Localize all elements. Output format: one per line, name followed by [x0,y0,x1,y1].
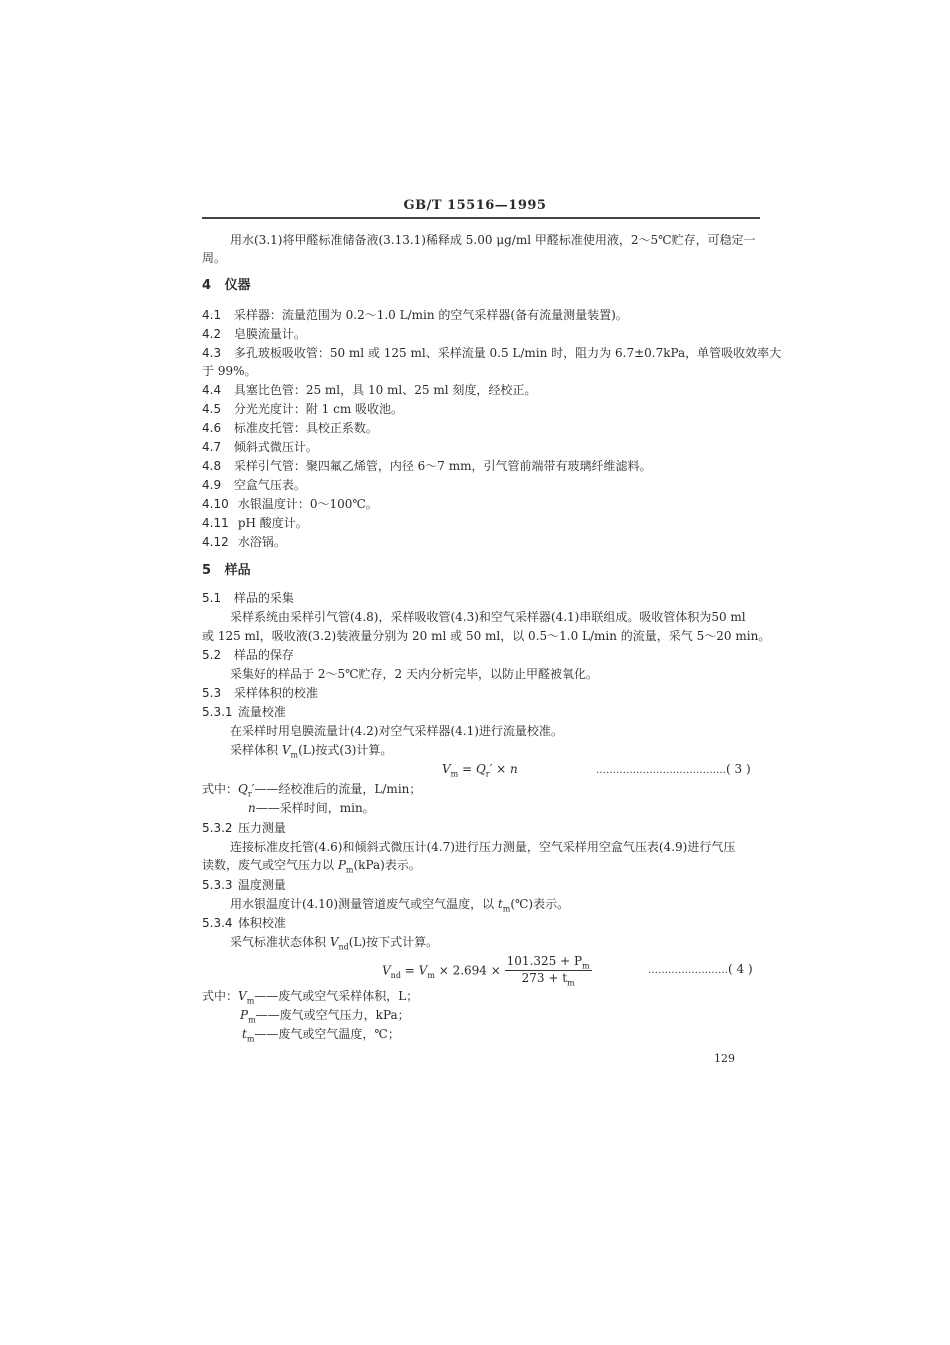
equation-number: ( 4 ) [728,962,753,976]
definition-text: ——经校准后的流量，L/min； [254,782,422,796]
list-item-continuation: 于 99%。 [202,364,257,378]
subsection-title: 流量校准 [237,705,286,719]
definition-text: ——采样时间，min。 [255,801,375,815]
standard-header: GB/T 15516—1995 [403,198,547,213]
list-item [202,420,378,436]
symbol: P [337,858,346,872]
symbol: = Q [458,762,486,776]
item-number: 4.12 [202,535,229,549]
subsection-number: 5.3.1 [202,705,233,719]
list-item [202,496,378,512]
section-5-heading [202,563,251,579]
page-number: 129 [714,1052,735,1065]
subsection-title: 采样体积的校准 [233,686,318,700]
symbol: V [238,989,247,1003]
item-number: 4.11 [202,516,229,530]
subsection-number: 5.3.3 [202,878,233,892]
coefficient: × 2.694 × [434,963,505,978]
leader-dots: ………………………………… [596,765,726,776]
definition [248,800,375,816]
paragraph: 连接标准皮托管(4.6)和倾斜式微压计(4.7)进行压力测量，空气采样用空盒气压表(4.9)进行气压 [230,840,736,854]
list-item [202,382,536,398]
item-text: 空盒气压表。 [233,478,306,492]
subsection-5-3-heading [202,685,318,701]
text: (℃)表示。 [510,897,570,911]
item-number: 4.6 [202,421,222,435]
paragraph [230,934,438,955]
subsection-title: 温度测量 [237,878,286,892]
denominator [505,971,592,987]
text: (L)按下式计算。 [348,935,439,949]
list-item [202,345,781,361]
where-label: 式中： [202,989,239,1003]
item-number: 4.4 [202,383,222,397]
prime: ′ [251,782,255,796]
subsection-title: 压力测量 [237,821,286,835]
symbol: = V [400,963,428,978]
item-text: 标准皮托管：具校正系数。 [233,421,378,435]
subsection-title: 样品的保存 [233,648,294,662]
item-text: 分光光度计：附 1 cm 吸收池。 [233,402,404,416]
subscript: m [450,769,459,779]
subscript: m [567,978,575,988]
paragraph: 在采样时用皂膜流量计(4.2)对空气采样器(4.1)进行流量校准。 [230,724,563,738]
list-item [202,458,652,474]
item-text: 倾斜式微压计。 [233,440,318,454]
subsection-number: 5.2 [202,648,222,662]
text: 用水银温度计(4.10)测量管道废气或空气温度，以 [230,897,498,911]
symbol: V [382,963,391,978]
where-label: 式中： [202,782,239,796]
subscript: nd [390,970,401,980]
subscript: r [247,789,252,799]
item-number: 4.5 [202,402,222,416]
paragraph: 采样系统由采样引气管(4.8)，采样吸收管(4.3)和空气采样器(4.1)串联组成。吸收管体积为50 ml [230,610,746,624]
symbol: P [240,1008,249,1022]
subscript: m [246,996,255,1006]
text: (kPa)表示。 [353,858,421,872]
symbol: t [497,897,503,911]
subsection-number: 5.1 [202,591,222,605]
item-text: 水浴锅。 [237,535,286,549]
subsection-title: 样品的采集 [233,591,294,605]
subsection-5-3-4-heading [202,915,286,931]
item-number: 4.1 [202,308,222,322]
section-title: 样品 [224,563,251,578]
item-number: 4.2 [202,327,222,341]
subsection-5-2-heading [202,647,294,663]
section-4-heading [202,278,251,294]
item-text: pH 酸度计。 [237,516,308,530]
text: 采样体积 [230,743,282,757]
subsection-5-3-2-heading [202,820,286,836]
subsection-title: 体积校准 [237,916,286,930]
symbol: V [329,935,339,949]
text: (L)按式(3)计算。 [298,743,393,757]
text: 读数，废气或空气压力以 [202,858,338,872]
list-item [202,515,308,531]
section-number: 5 [202,563,212,578]
equation-4-leader [648,962,753,976]
denominator-text: 273 + t [521,971,568,986]
item-text: 采样器：流量范围为 0.2～1.0 L/min 的空气采样器(备有流量测量装置)。 [233,308,628,322]
equation-number: ( 3 ) [726,762,751,776]
equation-4 [382,954,592,988]
item-text: 采样引气管：聚四氟乙烯管，内径 6～7 mm，引气管前端带有玻璃纤维滤料。 [233,459,652,473]
subscript: m [582,961,590,971]
list-item [202,326,306,342]
list-item [202,477,306,493]
item-text: 水银温度计：0～100℃。 [237,497,378,511]
list-item [202,307,628,323]
item-text: 多孔玻板吸收管：50 ml 或 125 ml、采样流量 0.5 L/min 时，阻力为 6.7±0.7kPa，单管吸收效率大 [233,346,782,360]
subscript: m [246,1034,255,1044]
section-title: 仪器 [224,278,251,293]
paragraph: 采集好的样品于 2～5℃贮存，2 天内分析完毕，以防止甲醛被氧化。 [230,667,598,681]
definition-text: ——废气或空气采样体积，L； [254,989,419,1003]
section-number: 4 [202,278,212,293]
list-item [202,439,318,455]
item-number: 4.9 [202,478,222,492]
list-item [202,534,286,550]
numerator-text: 101.325 + P [506,954,583,968]
definition [242,1026,400,1047]
item-number: 4.3 [202,346,222,360]
equation-3-leader [596,762,751,776]
item-number: 4.8 [202,459,222,473]
paragraph [202,857,421,878]
subscript: m [248,1015,256,1025]
definition-text: ——废气或空气压力，kPa； [255,1008,410,1022]
paragraph: 或 125 ml，吸收液(3.2)装液量分别为 20 ml 或 50 ml，以 0.5～1.0 L/min 的流量，采气 5～20 min。 [202,629,771,643]
subsection-number: 5.3 [202,686,222,700]
numerator [505,954,592,971]
equation-3 [442,762,518,778]
intro-line-2: 周。 [202,251,227,265]
subsection-5-1-heading [202,590,294,606]
item-number: 4.10 [202,497,229,511]
symbol: n [248,801,256,815]
symbol: ′ × n [489,762,518,776]
item-text: 皂膜流量计。 [233,327,306,341]
subsection-number: 5.3.4 [202,916,233,930]
symbol: V [281,743,291,757]
subscript: m [345,865,354,875]
subsection-number: 5.3.2 [202,821,233,835]
text: 采气标准状态体积 [230,935,330,949]
header-rule [202,217,760,219]
subsection-5-3-1-heading [202,704,286,720]
subscript: m [290,750,299,760]
subsection-5-3-3-heading [202,877,286,893]
symbol: V [442,762,451,776]
item-number: 4.7 [202,440,222,454]
subscript: nd [338,942,349,952]
list-item [202,401,403,417]
paragraph [230,742,392,763]
subscript: m [427,970,435,980]
subscript: m [502,904,511,914]
fraction [505,954,592,988]
subscript: r [485,769,490,779]
definition-text: ——废气或空气温度，℃； [254,1027,400,1041]
leader-dots: …………………… [648,965,728,976]
symbol: Q [238,782,248,796]
intro-line-1: 用水(3.1)将甲醛标准储备液(3.13.1)稀释成 5.00 μg/ml 甲醛标准使用液，2～5℃贮存，可稳定一 [230,233,756,247]
symbol: t [242,1027,247,1041]
item-text: 具塞比色管：25 ml，具 10 ml、25 ml 刻度，经校正。 [233,383,537,397]
